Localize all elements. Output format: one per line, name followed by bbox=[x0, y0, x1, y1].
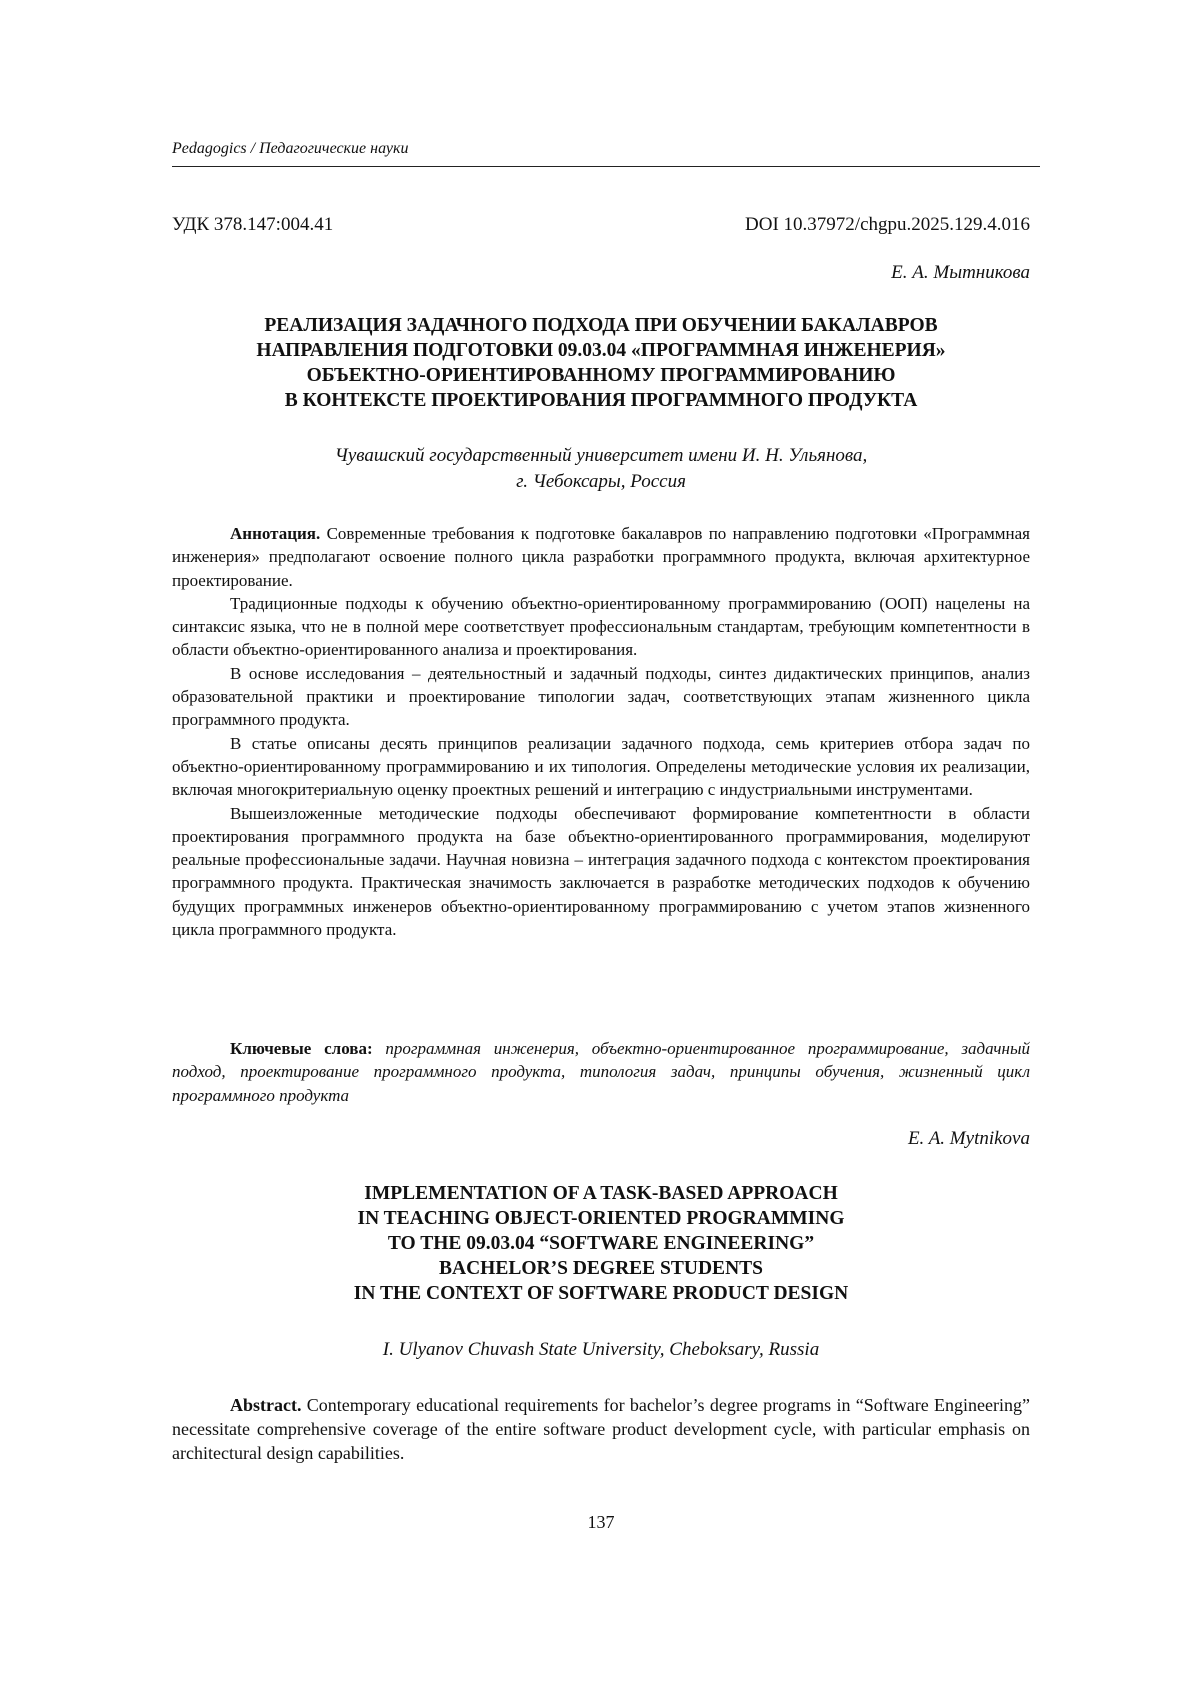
title-en-line: TO THE 09.03.04 “SOFTWARE ENGINEERING” bbox=[387, 1233, 815, 1254]
title-ru-line: В КОНТЕКСТЕ ПРОЕКТИРОВАНИЯ ПРОГРАММНОГО ПРОДУКТА bbox=[284, 390, 918, 411]
keywords-ru bbox=[172, 1037, 1030, 1107]
affiliation-ru-line: г. Чебоксары, Россия bbox=[516, 471, 686, 492]
affiliation-ru bbox=[172, 443, 1030, 495]
abstract-paragraph: В основе исследования – деятельностный и задачный подходы, синтез дидактических принципов, анализ образовательной практики и проектирование типологии задач, соответствующих этапам жизненного цикла программного продукта. bbox=[172, 663, 1030, 730]
title-ru bbox=[172, 313, 1030, 413]
title-en-line: IN TEACHING OBJECT-ORIENTED PROGRAMMING bbox=[357, 1208, 845, 1229]
abstract-paragraph: Вышеизложенные методические подходы обеспечивают формирование компетентности в области проектирования программного продукта на базе объектно-ориентированного программирования, моделируют реальные профессиональные задачи. Научная новизна – интеграция задачного подхода с контекстом проектирования программного продукта. Практическая значимость заключается в разработке методических подходов к обучению будущих программных инженеров объектно-ориентированному программированию с учетом этапов жизненного цикла программного продукта. bbox=[172, 803, 1030, 940]
abstract-label: Аннотация. bbox=[230, 524, 321, 543]
title-ru-line: ОБЪЕКТНО-ОРИЕНТИРОВАННОМУ ПРОГРАММИРОВАНИЮ bbox=[306, 365, 896, 386]
title-en-line: BACHELOR’S DEGREE STUDENTS bbox=[439, 1258, 763, 1279]
affiliation-ru-line: Чувашский государственный университет имени И. Н. Ульянова, bbox=[334, 445, 868, 466]
title-en-line: IMPLEMENTATION OF A TASK-BASED APPROACH bbox=[364, 1183, 838, 1204]
keywords-text: программная инженерия, объектно-ориентированное программирование, задачный подход, проектирование программного продукта, типология задач, принципы обучения, жизненный цикл программного продукта bbox=[172, 1039, 1030, 1105]
keywords-label: Ключевые слова: bbox=[230, 1039, 373, 1058]
running-head: Pedagogics / Педагогические науки bbox=[172, 140, 409, 157]
abstract-en-text: Contemporary educational requirements for bachelor’s degree programs in “Software Engineering” necessitate comprehensive coverage of the entire software product development cycle, with particular emphasis on architectural design capabilities. bbox=[172, 1395, 1030, 1463]
abstract-en bbox=[172, 1393, 1030, 1465]
title-ru-line: РЕАЛИЗАЦИЯ ЗАДАЧНОГО ПОДХОДА ПРИ ОБУЧЕНИИ БАКАЛАВРОВ bbox=[264, 315, 938, 336]
title-en-line: IN THE CONTEXT OF SOFTWARE PRODUCT DESIGN bbox=[353, 1283, 849, 1304]
abstract-ru bbox=[172, 522, 1030, 941]
author-en: E. A. Mytnikova bbox=[907, 1128, 1030, 1149]
article-meta bbox=[172, 214, 1030, 236]
abstract-paragraph: Традиционные подходы к обучению объектно-ориентированному программированию (ООП) нацелены на синтаксис языка, что не в полной мере соответствует профессиональным стандартам, требующим компетентности в области объектно-ориентированного анализа и проектирования. bbox=[172, 593, 1030, 660]
author-ru: Е. А. Мытникова bbox=[891, 262, 1030, 283]
udk-code: УДК 378.147:004.41 bbox=[172, 214, 334, 235]
abstract-paragraph bbox=[172, 522, 1030, 592]
abstract-paragraph: В статье описаны десять принципов реализации задачного подхода, семь критериев отбора задач по объектно-ориентированному программированию и их типология. Определены методические условия их реализации, включая многокритериальную оценку проектных решений и интеграцию с индустриальными инструментами. bbox=[172, 733, 1030, 800]
affiliation-en: I. Ulyanov Chuvash State University, Cheboksary, Russia bbox=[382, 1339, 820, 1360]
abstract-en-label: Abstract. bbox=[230, 1395, 302, 1415]
page-number: 137 bbox=[587, 1512, 615, 1532]
doi: DOI 10.37972/chgpu.2025.129.4.016 bbox=[745, 214, 1030, 235]
title-en bbox=[172, 1181, 1030, 1306]
abstract-text: Современные требования к подготовке бакалавров по направлению подготовки «Программная инженерия» предполагают освоение полного цикла разработки программного продукта, включая архитектурное проектирование. bbox=[172, 524, 1030, 590]
title-ru-line: НАПРАВЛЕНИЯ ПОДГОТОВКИ 09.03.04 «ПРОГРАММНАЯ ИНЖЕНЕРИЯ» bbox=[256, 340, 946, 361]
header-rule bbox=[172, 166, 1040, 167]
